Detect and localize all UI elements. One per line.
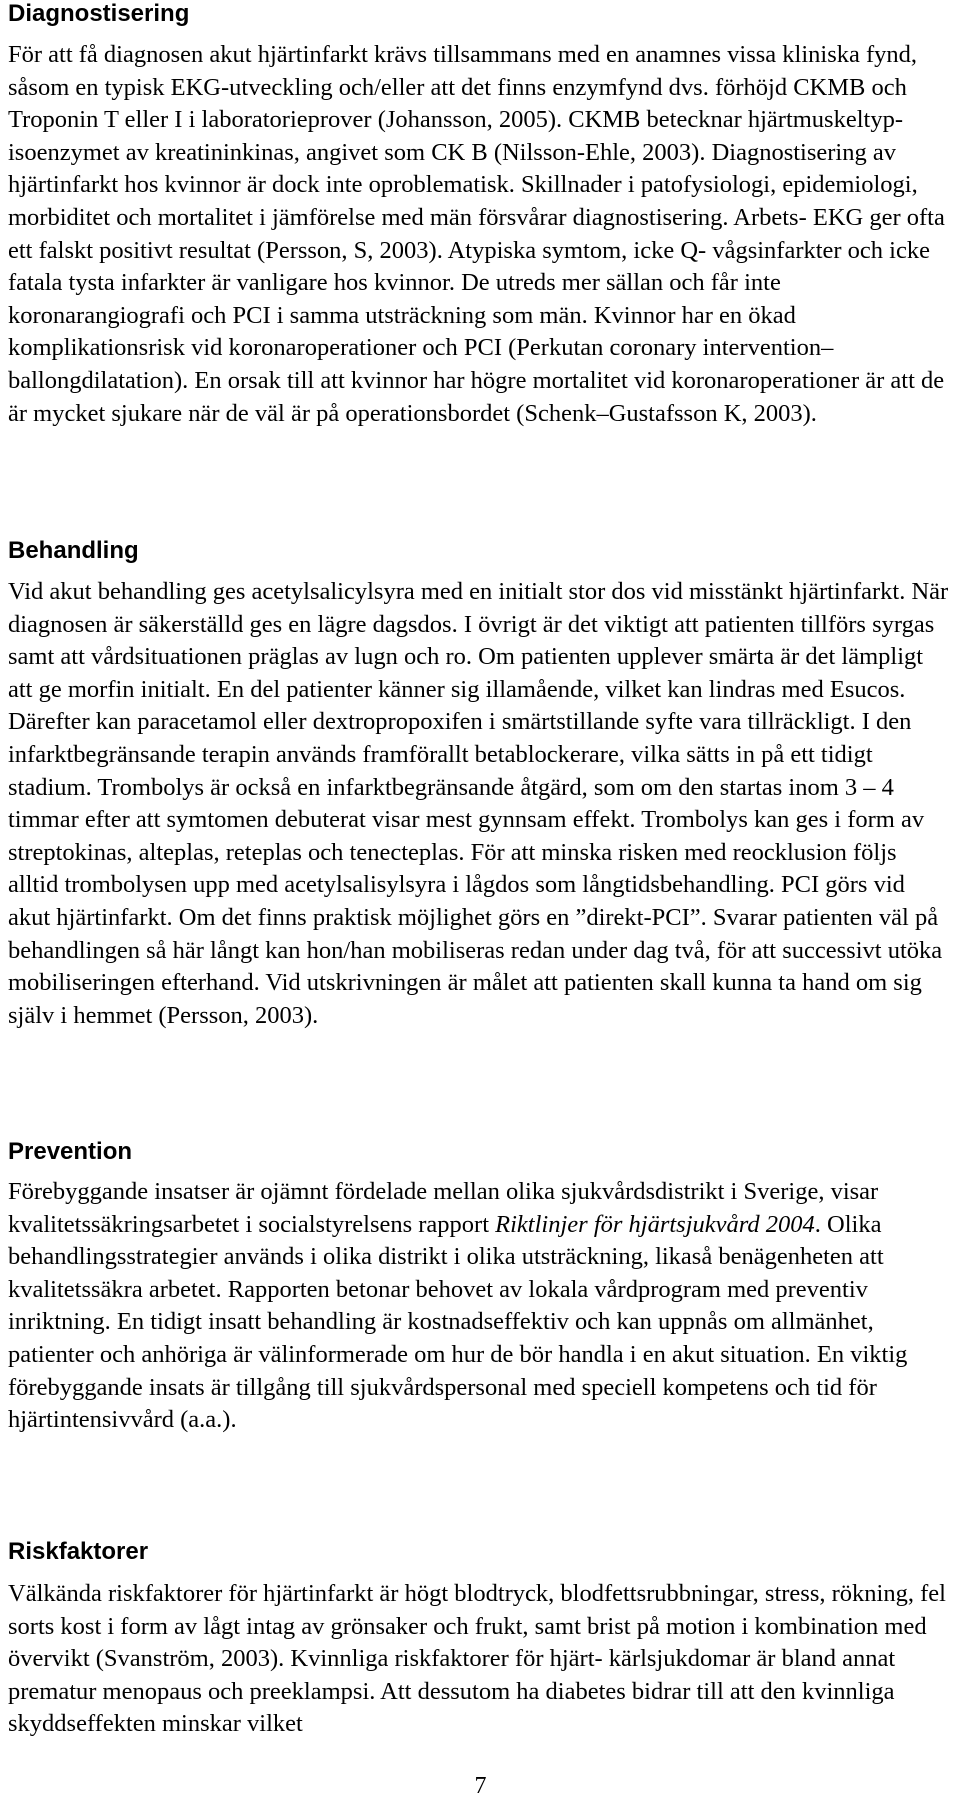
section-heading-riskfaktorer: Riskfaktorer — [8, 1538, 149, 1565]
prevention-text-before: Förebyggande insatser är ojämnt fördelade mellan olika sjukvårdsdistrikt i Sverige, visar kvalitetssäkringsarbetet i socialstyrelsens rapport — [8, 1178, 879, 1238]
section-body-behandling: Vid akut behandling ges acetylsalicylsyra med en initialt stor dos vid misstänkt hjärtinfarkt. När diagnosen är säkerställd ges en lägre dagsdos. I övrigt är det viktigt att patienten tillförs syrgas samt att vårdsituationen präglas av lugn och ro. Om patienten upplever smärta är det lämpligt att ge morfin initialt. En del patienter känner sig illamående, vilket kan lindras med Esucos. Därefter kan paracetamol eller dextropropoxifen i smärtstillande syfte vara tillräckligt. I den infarktbegränsande terapin används framförallt betablockerare, vilka sätts in på ett tidigt stadium. Trombolys är också en infarktbegränsande åtgärd, som om den startas inom 3 – 4 timmar efter att symtomen debuterat visar mest gynnsam effekt. Trombolys kan ges i form av streptokinas, alteplas, reteplas och tenecteplas. För att minska risken med reocklusion följs alltid trombolysen upp med acetylsalisylsyra i lågdos som långtidsbehandling. PCI görs vid akut hjärtinfarkt. Om det finns praktisk möjlighet görs en ”direkt-PCI”. Svarar patienten väl på behandlingen så här långt kan hon/han mobiliseras redan under dag två, för att successivt utöka mobiliseringen efterhand. Vid utskrivningen är målet att patienten skall kunna ta hand om sig själv i hemmet (Persson, 2003). — [8, 578, 949, 1029]
section-heading-diagnostisering: Diagnostisering — [8, 0, 190, 27]
section-body-riskfaktorer: Välkända riskfaktorer för hjärtinfarkt är högt blodtryck, blodfettsrubbningar, stress, rökning, fel sorts kost i form av lågt intag av grönsaker och frukt, samt brist på motion i kombination med övervikt (Svanström, 2003). Kvinnliga riskfaktorer för hjärt- kärlsjukdomar är bland annat prematur menopaus och preeklampsi. Att dessutom ha diabetes bidrar till att den kvinnliga skyddseffekten minskar vilket — [8, 1580, 946, 1738]
section-body-prevention — [8, 1176, 953, 1437]
section-heading-behandling: Behandling — [8, 537, 139, 564]
prevention-text-after: . Olika behandlingsstrategier används i olika distrikt i olika utsträckning, likaså benägenheten att kvalitetssäkra arbetet. Rapporten betonar behovet av lokala vårdprogram med preventiv inriktning. En tidigt insatt behandling är kostnadseffektiv och kan uppnås om allmänhet, patienter och anhöriga är välinformerade om hur de bör handla i en akut situation. En viktig förebyggande insats är tillgång till sjukvårdspersonal med speciell kompetens och tid för hjärtintensivvård (a.a.). — [8, 1210, 908, 1434]
page-number: 7 — [474, 1773, 487, 1799]
section-body-diagnostisering: För att få diagnosen akut hjärtinfarkt krävs tillsammans med en anamnes vissa kliniska fynd, såsom en typisk EKG-utveckling och/eller att det finns enzymfynd dvs. förhöjd CKMB och Troponin T eller I i laboratorieprover (Johansson, 2005). CKMB betecknar hjärtmuskeltyp-isoenzymet av kreatininkinas, angivet som CK B (Nilsson-Ehle, 2003). Diagnostisering av hjärtinfarkt hos kvinnor är dock inte oproblematisk. Skillnader i patofysiologi, epidemiologi, morbiditet och mortalitet i jämförelse med män försvårar diagnostisering. Arbets- EKG ger ofta ett falskt positivt resultat (Persson, S, 2003). Atypiska symtom, icke Q- vågsinfarkter och icke fatala tysta infarkter är vanligare hos kvinnor. De utreds mer sällan och får inte koronarangiografi och PCI i samma utsträckning som män. Kvinnor har en ökad komplikationsrisk vid koronaroperationer och PCI (Perkutan coronary intervention–ballongdilatation). En orsak till att kvinnor har högre mortalitet vid koronaroperationer är att de är mycket sjukare när de väl är på operationsbordet (Schenk–Gustafsson K, 2003). — [8, 41, 945, 427]
section-heading-prevention: Prevention — [8, 1138, 133, 1165]
report-title-italic: Riktlinjer för hjärtsjukvård 2004 — [495, 1210, 815, 1238]
